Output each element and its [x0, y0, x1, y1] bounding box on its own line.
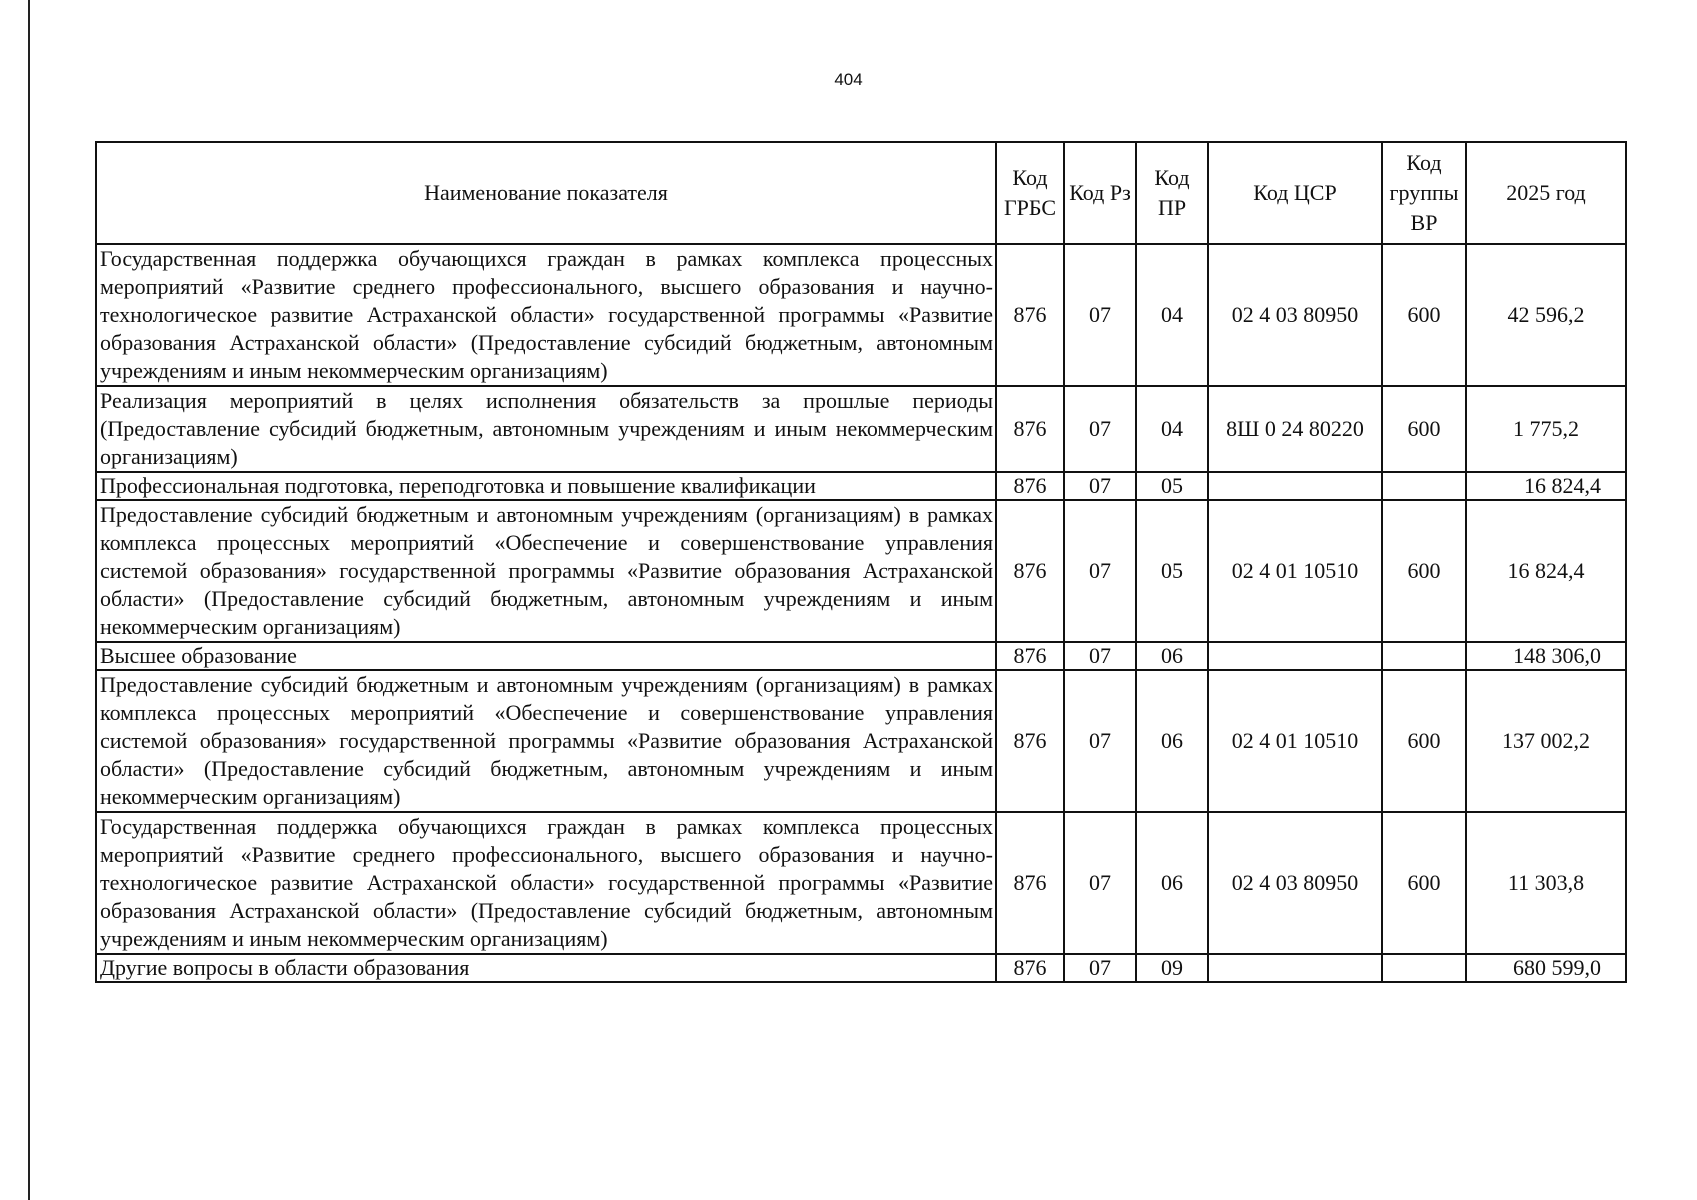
- row-rz: 07: [1064, 954, 1136, 982]
- table-row-group: [96, 472, 1626, 500]
- page-binding-line: [28, 0, 30, 1200]
- budget-table: [95, 141, 1627, 983]
- row-grbs: 876: [996, 642, 1064, 670]
- row-grbs: 876: [996, 812, 1064, 954]
- page-number: 404: [834, 70, 863, 89]
- row-pr: 09: [1136, 954, 1208, 982]
- row-sum: 680 599,0: [1466, 954, 1626, 982]
- row-name: Предоставление субсидий бюджетным и автономным учреждениям (организациям) в рамках комплекса процессных мероприятий «Обеспечение и совершенствование управления системой образования» государственной программы «Развитие образования Астраханской области» (Предоставление субсидий бюджетным, автономным учреждениям и иным некоммерческим организациям): [96, 500, 996, 642]
- row-grbs: 876: [996, 386, 1064, 472]
- row-grbs: 876: [996, 472, 1064, 500]
- row-vr: 600: [1382, 812, 1466, 954]
- row-vr: 600: [1382, 670, 1466, 812]
- row-vr: 600: [1382, 500, 1466, 642]
- row-csr: [1208, 472, 1382, 500]
- row-rz: 07: [1064, 386, 1136, 472]
- row-grbs: 876: [996, 670, 1064, 812]
- row-sum: 42 596,2: [1466, 244, 1626, 386]
- table-row: [96, 244, 1626, 386]
- row-sum: 1 775,2: [1466, 386, 1626, 472]
- row-sum: 16 824,4: [1466, 500, 1626, 642]
- row-sum: 137 002,2: [1466, 670, 1626, 812]
- row-pr: 04: [1136, 244, 1208, 386]
- row-rz: 07: [1064, 670, 1136, 812]
- row-csr: [1208, 954, 1382, 982]
- row-vr: 600: [1382, 386, 1466, 472]
- row-name: Государственная поддержка обучающихся граждан в рамках комплекса процессных мероприятий «Развитие среднего профессионального, высшего образования и научно-технологическое развитие Астраханской области» государственной программы «Развитие образования Астраханской области» (Предоставление субсидий бюджетным, автономным учреждениям и иным некоммерческим организациям): [96, 244, 996, 386]
- header-pr: Код ПР: [1136, 142, 1208, 244]
- row-csr: 02 4 03 80950: [1208, 812, 1382, 954]
- row-name: Реализация мероприятий в целях исполнения обязательств за прошлые периоды (Предоставление субсидий бюджетным, автономным учреждениям и иным некоммерческим организациям): [96, 386, 996, 472]
- row-sum: 11 303,8: [1466, 812, 1626, 954]
- row-pr: 05: [1136, 472, 1208, 500]
- row-pr: 06: [1136, 812, 1208, 954]
- row-pr: 05: [1136, 500, 1208, 642]
- row-rz: 07: [1064, 642, 1136, 670]
- row-pr: 06: [1136, 642, 1208, 670]
- row-name: Профессиональная подготовка, переподготовка и повышение квалификации: [96, 472, 996, 500]
- row-rz: 07: [1064, 812, 1136, 954]
- table-row-group: [96, 954, 1626, 982]
- row-csr: 8Ш 0 24 80220: [1208, 386, 1382, 472]
- header-vr: Код группы ВР: [1382, 142, 1466, 244]
- row-vr: [1382, 472, 1466, 500]
- row-grbs: 876: [996, 244, 1064, 386]
- table-row-group: [96, 642, 1626, 670]
- table-row: [96, 386, 1626, 472]
- header-csr: Код ЦСР: [1208, 142, 1382, 244]
- row-pr: 04: [1136, 386, 1208, 472]
- row-grbs: 876: [996, 500, 1064, 642]
- row-name: Государственная поддержка обучающихся граждан в рамках комплекса процессных мероприятий «Развитие среднего профессионального, высшего образования и научно-технологическое развитие Астраханской области» государственной программы «Развитие образования Астраханской области» (Предоставление субсидий бюджетным, автономным учреждениям и иным некоммерческим организациям): [96, 812, 996, 954]
- table-row: [96, 812, 1626, 954]
- header-name: Наименование показателя: [96, 142, 996, 244]
- row-sum: 148 306,0: [1466, 642, 1626, 670]
- header-year: 2025 год: [1466, 142, 1626, 244]
- table-header-row: [96, 142, 1626, 244]
- table-row: [96, 670, 1626, 812]
- row-csr: 02 4 03 80950: [1208, 244, 1382, 386]
- row-rz: 07: [1064, 244, 1136, 386]
- row-vr: [1382, 642, 1466, 670]
- header-grbs: Код ГРБС: [996, 142, 1064, 244]
- row-sum: 16 824,4: [1466, 472, 1626, 500]
- row-pr: 06: [1136, 670, 1208, 812]
- table-row: [96, 500, 1626, 642]
- row-vr: [1382, 954, 1466, 982]
- row-rz: 07: [1064, 472, 1136, 500]
- row-csr: 02 4 01 10510: [1208, 500, 1382, 642]
- row-csr: 02 4 01 10510: [1208, 670, 1382, 812]
- row-name: Высшее образование: [96, 642, 996, 670]
- row-grbs: 876: [996, 954, 1064, 982]
- row-csr: [1208, 642, 1382, 670]
- row-rz: 07: [1064, 500, 1136, 642]
- row-name: Предоставление субсидий бюджетным и автономным учреждениям (организациям) в рамках комплекса процессных мероприятий «Обеспечение и совершенствование управления системой образования» государственной программы «Развитие образования Астраханской области» (Предоставление субсидий бюджетным, автономным учреждениям и иным некоммерческим организациям): [96, 670, 996, 812]
- row-name: Другие вопросы в области образования: [96, 954, 996, 982]
- row-vr: 600: [1382, 244, 1466, 386]
- header-rz: Код Рз: [1064, 142, 1136, 244]
